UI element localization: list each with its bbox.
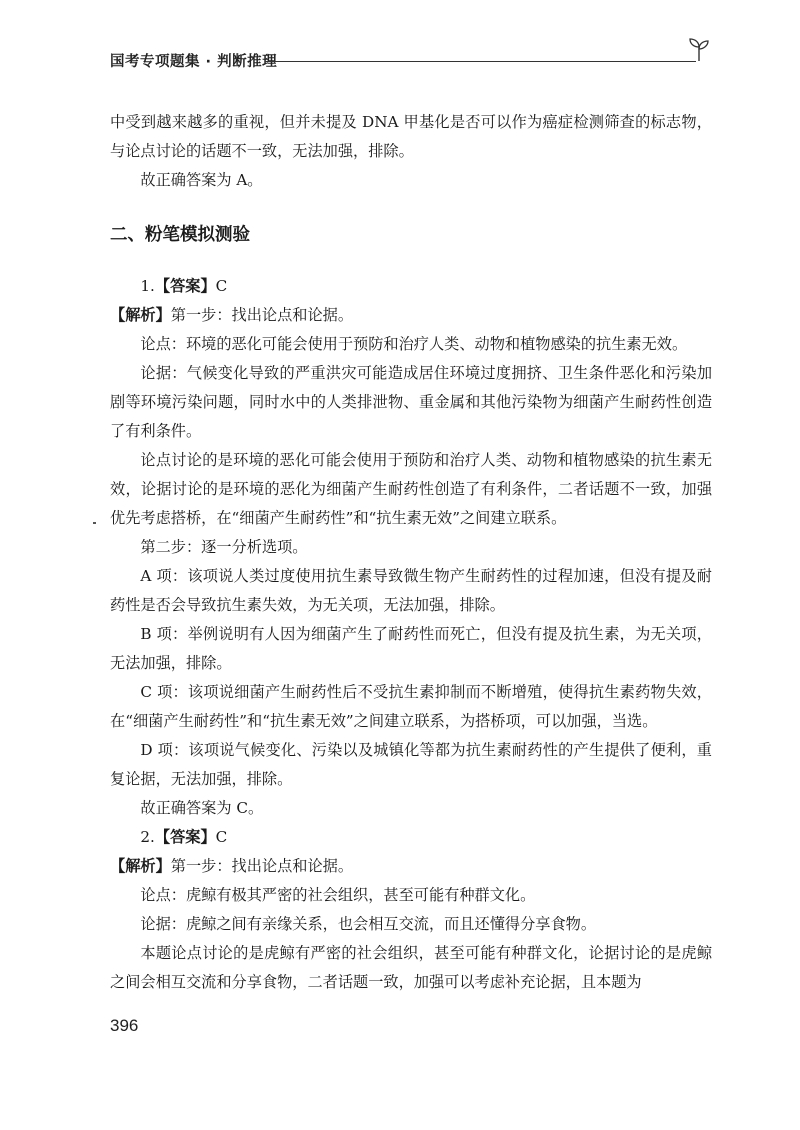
q2-discussion: 本题论点讨论的是虎鲸有严密的社会组织，甚至可能有种群文化，论据讨论的是虎鲸之间会相互交流和分享食物，二者话题一致，加强可以考虑补充论据，且本题为 [110, 944, 712, 991]
q2-answer: C [215, 828, 228, 846]
q1-analysis-line [110, 301, 712, 330]
q2-step1: 第一步：找出论点和论据。 [170, 857, 353, 875]
q1-step2: 第二步：逐一分析选项。 [140, 538, 308, 556]
header-title: 国考专项题集 · 判断推理 [110, 54, 278, 70]
page-number: 396 [110, 1016, 139, 1035]
q2-number: 2. [140, 828, 155, 846]
q1-option-d: D 项：该项说气候变化、污染以及城镇化等都为抗生素耐药性的产生提供了便利，重复论据，无法加强，排除。 [110, 741, 712, 788]
running-header [110, 48, 710, 72]
header-rule [265, 61, 696, 62]
q1-option-c: C 项：该项说细菌产生耐药性后不受抗生素抑制而不断增殖，使得抗生素药物失效，在“细菌产生耐药性”和“抗生素无效”之间建立联系，为搭桥项，可以加强，当选。 [110, 683, 712, 730]
q2-evidence: 论据：虎鲸之间有亲缘关系，也会相互交流，而且还懂得分享食物。 [140, 915, 597, 933]
q1-number: 1. [140, 277, 155, 295]
q1-discussion: 论点讨论的是环境的恶化可能会使用于预防和治疗人类、动物和植物感染的抗生素无效，论据讨论的是环境的恶化为细菌产生耐药性创造了有利条件，二者话题不一致，加强优先考虑搭桥，在“细菌产生耐药性”和“抗生素无效”之间建立联系。 [110, 451, 712, 527]
answer-tag: 【答案】 [154, 277, 216, 295]
q1-option-a: A 项：该项说人类过度使用抗生素导致微生物产生耐药性的过程加速，但没有提及耐药性是否会导致抗生素失效，为无关项，无法加强，排除。 [110, 567, 712, 614]
section-heading: 二、粉笔模拟测验 [110, 225, 250, 245]
q1-answer: C [215, 277, 228, 295]
q2-argument: 论点：虎鲸有极其严密的社会组织，甚至可能有种群文化。 [140, 886, 536, 904]
q1-option-b: B 项：举例说明有人因为细菌产生了耐药性而死亡，但没有提及抗生素，为无关项，无法加强，排除。 [110, 625, 712, 672]
sprout-icon [688, 36, 710, 62]
q2-answer-line [110, 823, 712, 852]
q2-analysis-line [110, 852, 712, 881]
analysis-tag: 【解析】 [110, 306, 171, 324]
stray-mark [93, 522, 96, 524]
analysis-tag: 【解析】 [110, 857, 171, 875]
paragraph: 中受到越来越多的重视，但并未提及 DNA 甲基化是否可以作为癌症检测筛查的标志物，与论点讨论的话题不一致，无法加强，排除。 [110, 113, 712, 160]
q1-evidence: 论据：气候变化导致的严重洪灾可能造成居住环境过度拥挤、卫生条件恶化和污染加剧等环境污染问题，同时水中的人类排泄物、重金属和其他污染物为细菌产生耐药性创造了有利条件。 [110, 364, 712, 440]
q1-argument: 论点：环境的恶化可能会使用于预防和治疗人类、动物和植物感染的抗生素无效。 [140, 335, 688, 353]
q1-answer-line [110, 272, 712, 301]
q1-conclusion: 故正确答案为 C。 [140, 799, 264, 817]
paragraph: 故正确答案为 A。 [140, 171, 263, 189]
page-body [110, 108, 712, 997]
q1-step1: 第一步：找出论点和论据。 [170, 306, 353, 324]
answer-tag: 【答案】 [154, 828, 216, 846]
